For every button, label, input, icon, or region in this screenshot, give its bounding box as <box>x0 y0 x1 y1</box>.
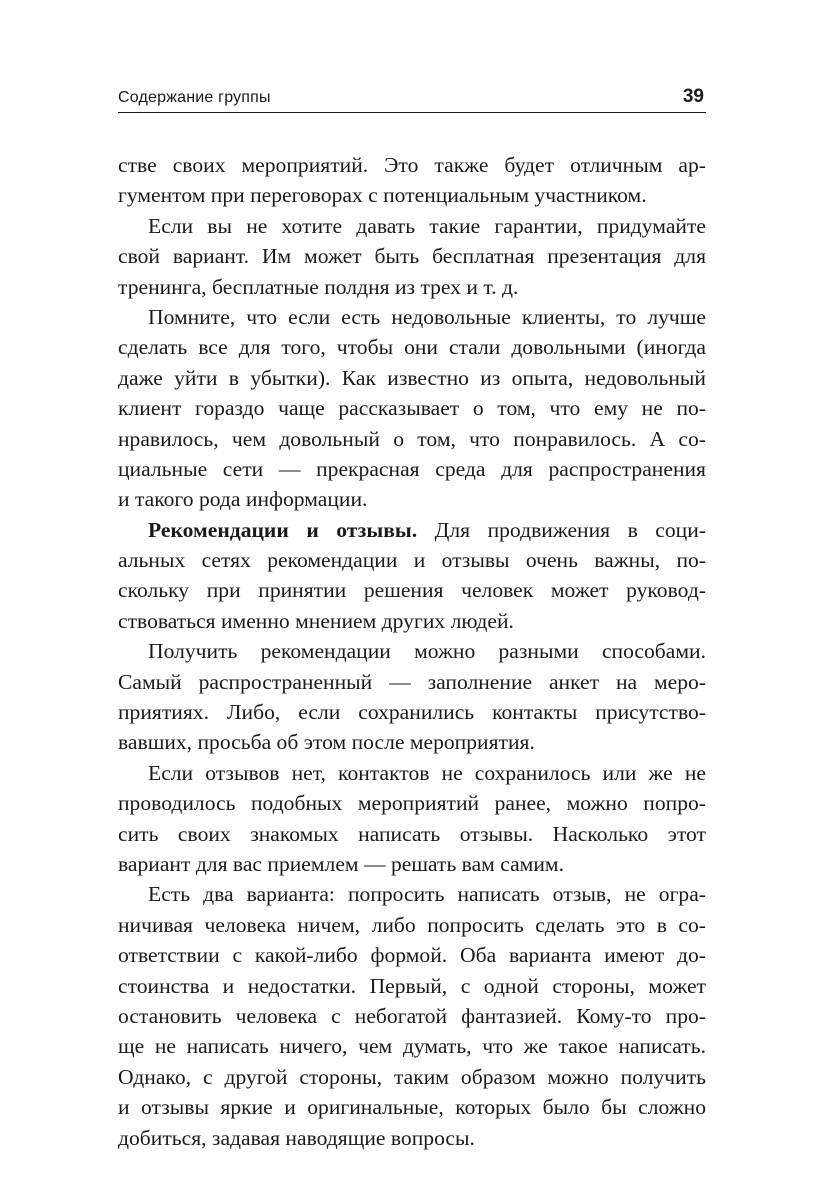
text-line: и такого рода информации. <box>118 487 368 512</box>
text-line: стоинства и недостатки. Первый, с одной стороны, может <box>118 973 706 998</box>
text-line: Помните, что если есть недовольные клиенты, то лучше <box>148 304 706 329</box>
running-header <box>118 84 706 113</box>
text-line: остановить человека с небогатой фантазией. Кому-то про- <box>118 1003 706 1028</box>
text-line: свой вариант. Им может быть бесплатная презентация для <box>118 244 706 269</box>
body-text <box>118 150 706 1153</box>
text-line: циальные сети — прекрасная среда для распространения <box>118 456 706 481</box>
text-line <box>118 515 706 545</box>
text-line: клиент гораздо чаще рассказывает о том, что ему не по- <box>118 396 706 421</box>
text-line: нравилось, чем довольный о том, что понравилось. А со- <box>118 426 706 451</box>
text-line: Если вы не хотите давать такие гарантии, придумайте <box>148 213 706 238</box>
text-line: стве своих мероприятий. Это также будет отличным ар- <box>118 153 706 177</box>
text-line: ничивая человека ничем, либо попросить сделать это в со- <box>118 912 706 937</box>
text-line: и отзывы яркие и оригинальные, которых было бы сложно <box>118 1095 706 1120</box>
text-line: тренинга, бесплатные полдня из трех и т. д. <box>118 274 519 299</box>
text-line: проводилось подобных мероприятий ранее, можно попро- <box>118 791 706 816</box>
text-line: Самый распространенный — заполнение анкет на меро- <box>118 669 706 694</box>
text-line: Есть два варианта: попросить написать отзыв, не огра- <box>148 882 706 907</box>
text-line: гументом при переговорах с потенциальным участником. <box>118 183 647 208</box>
section-lead-heading: Рекомендации и отзывы. <box>148 517 418 542</box>
text-line: Получить рекомендации можно разными способами. <box>148 639 706 664</box>
text-line: приятиях. Либо, если сохранились контакты присутство- <box>118 700 706 725</box>
text-line: вариант для вас приемлем — решать вам самим. <box>118 851 564 876</box>
text-line: вавших, просьба об этом после мероприятия. <box>118 730 535 755</box>
chapter-title: Содержание группы <box>118 89 271 106</box>
page-number: 39 <box>682 86 704 107</box>
text-line: ще не написать ничего, чем думать, что же такое написать. <box>118 1034 706 1059</box>
text-line-rest: Для продвижения в соци- <box>417 517 706 542</box>
text-line: Однако, с другой стороны, таким образом можно получить <box>118 1064 706 1089</box>
text-line: ответствии с какой-либо формой. Оба варианта имеют до- <box>118 943 706 968</box>
text-line: ствоваться именно мнением других людей. <box>118 608 514 633</box>
text-line: альных сетях рекомендации и отзывы очень важны, по- <box>118 548 706 573</box>
text-line: сить своих знакомых написать отзывы. Насколько этот <box>118 821 706 846</box>
text-line: даже уйти в убытки). Как известно из опыта, недовольный <box>118 365 706 390</box>
text-line: Если отзывов нет, контактов не сохранилось или же не <box>148 760 706 785</box>
text-line: скольку при принятии решения человек может руковод- <box>118 578 706 603</box>
text-line: добиться, задавая наводящие вопросы. <box>118 1125 475 1150</box>
text-line: сделать все для того, чтобы они стали довольными (иногда <box>118 335 706 360</box>
